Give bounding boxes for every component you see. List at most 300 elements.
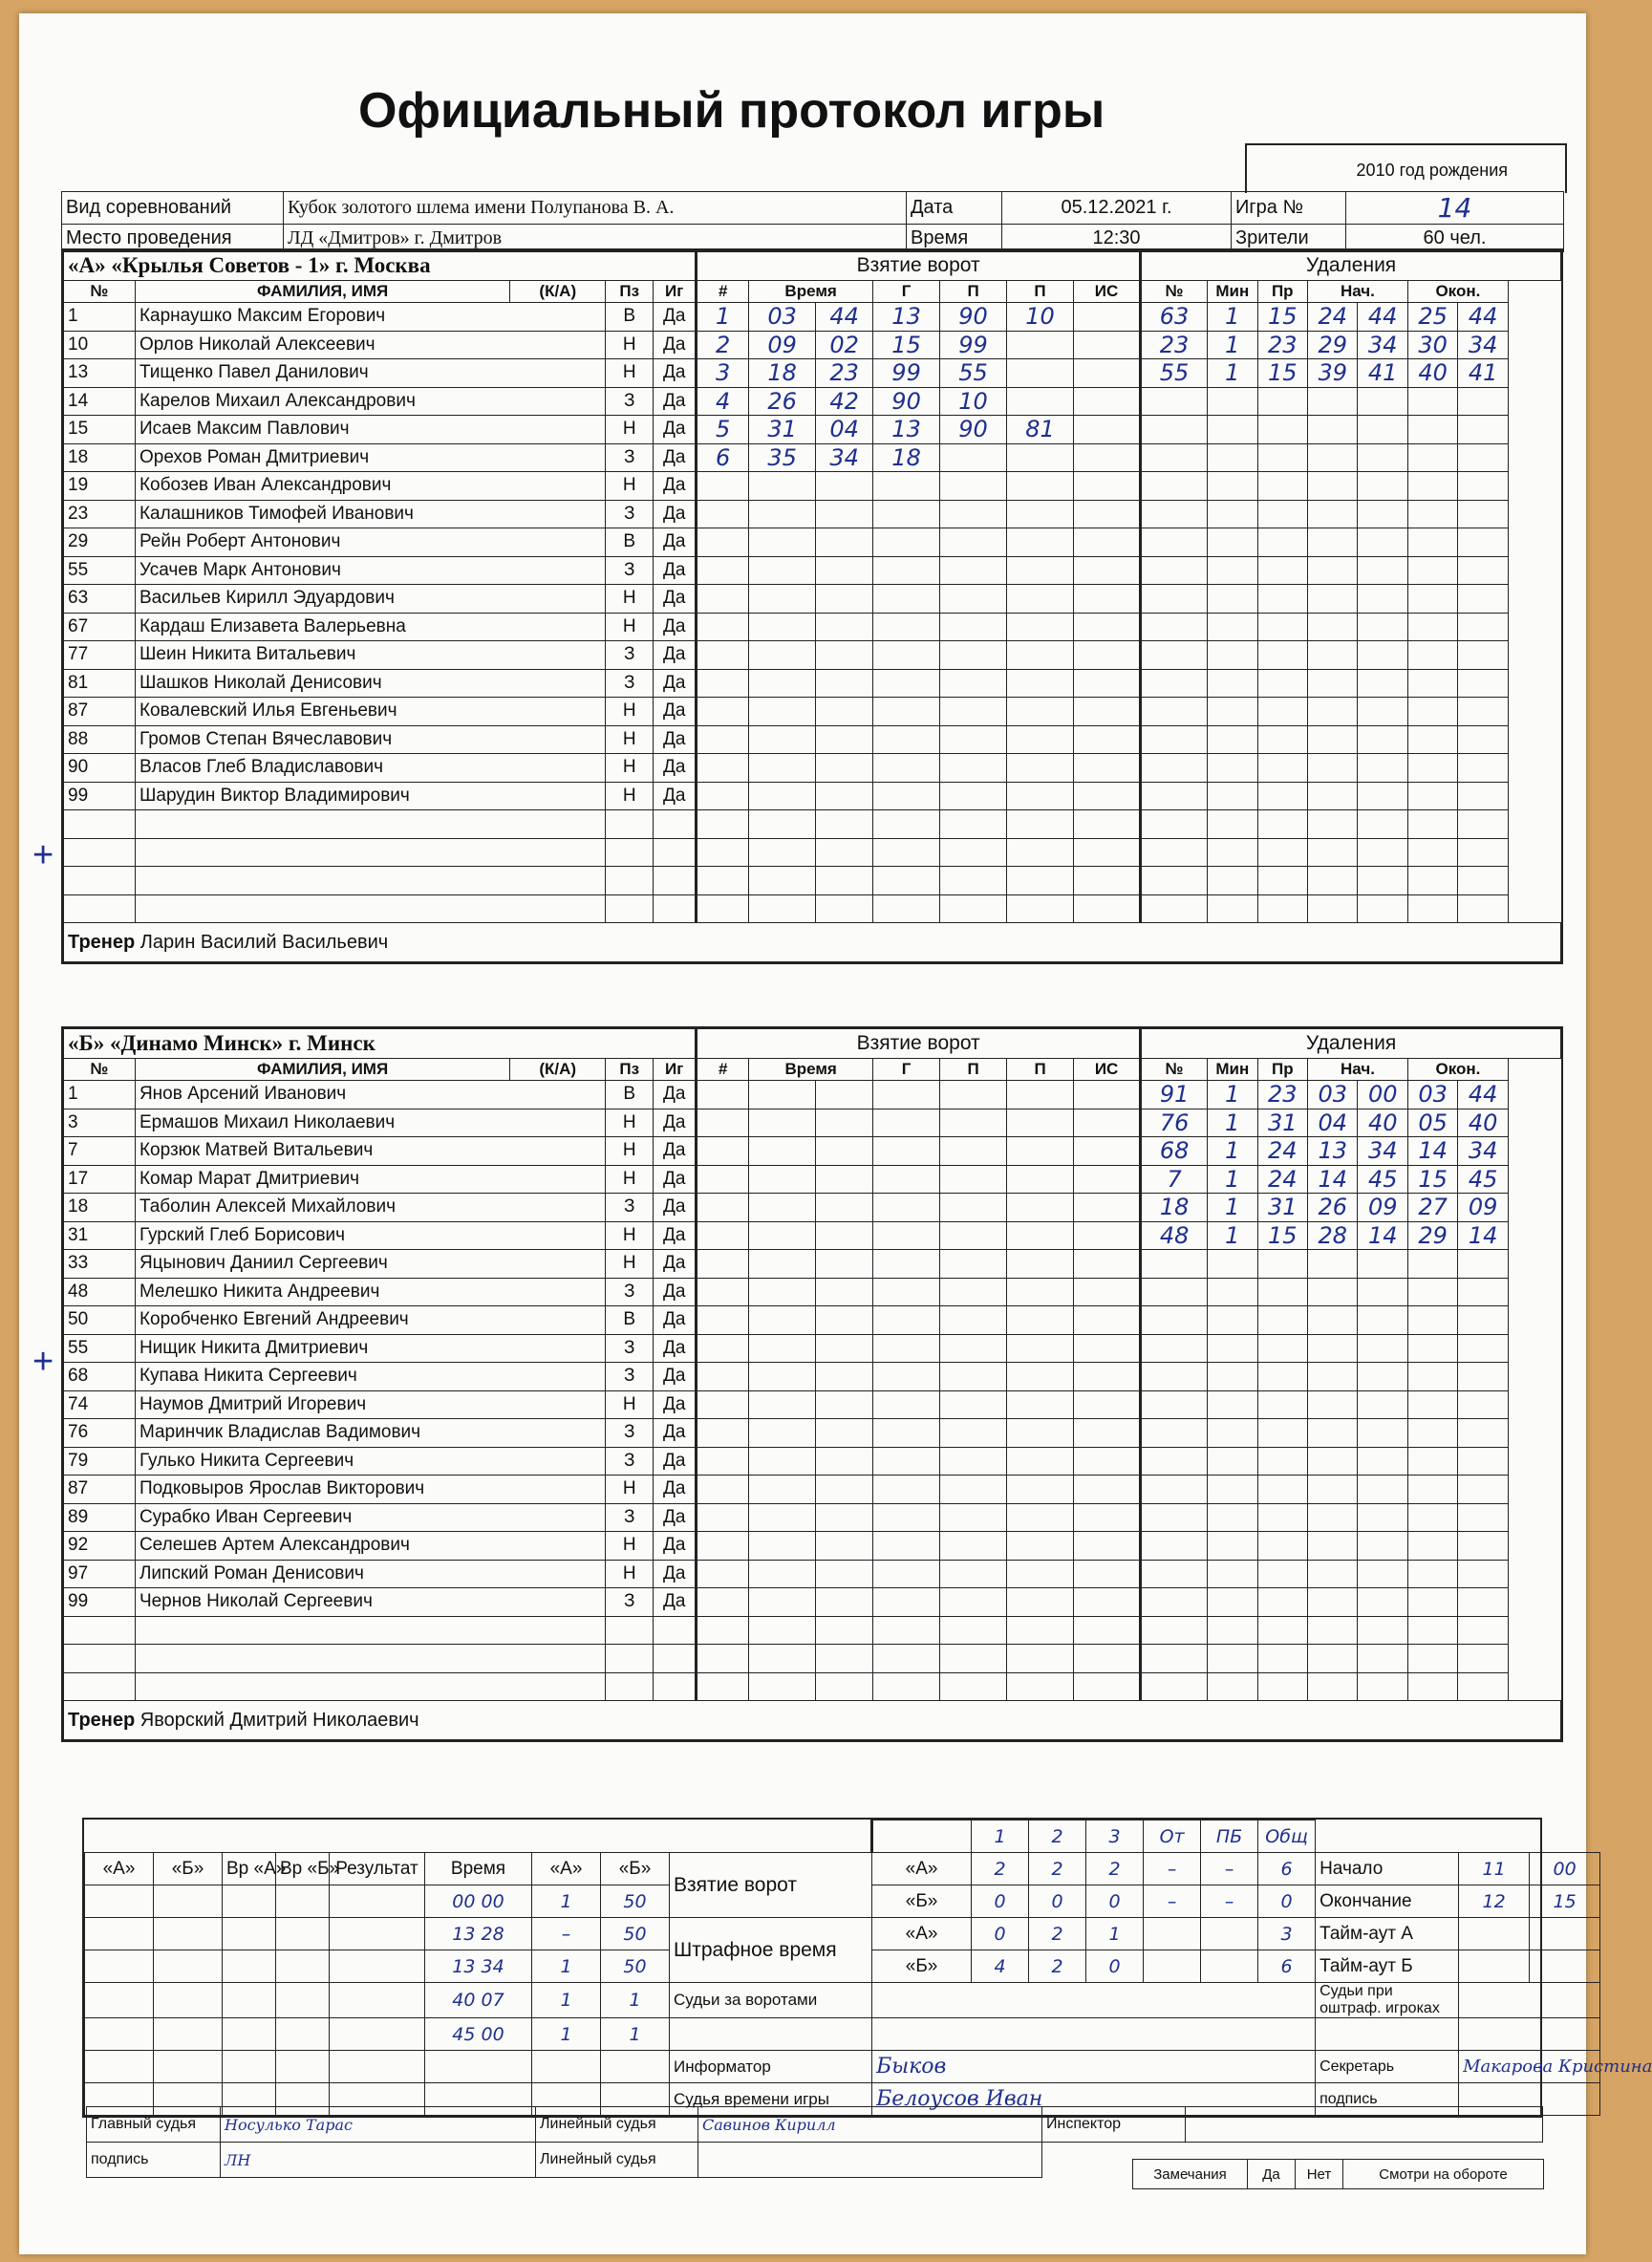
col-goal-number: # <box>697 1059 749 1081</box>
penalty-pr <box>1257 1306 1307 1335</box>
penalty-e1 <box>1407 1390 1457 1419</box>
penalty-s2 <box>1358 1363 1407 1391</box>
goal-p1 <box>940 556 1007 585</box>
remarks-label: Замечания <box>1133 2160 1248 2189</box>
summary-team: «А» <box>872 1853 972 1885</box>
goal-t2 <box>816 698 873 726</box>
summary-col-header: «Б» <box>154 1853 223 1885</box>
penalty-e1 <box>1407 1532 1457 1561</box>
penalty-e1 <box>1407 1672 1457 1701</box>
player-played <box>654 838 697 867</box>
player-played: Да <box>654 1221 697 1250</box>
goal-g <box>873 1334 940 1363</box>
goal-p2 <box>1007 754 1074 783</box>
goal-t1 <box>749 1250 816 1279</box>
goal-p1 <box>940 500 1007 528</box>
goal-situation <box>1074 1672 1141 1701</box>
player-played: Да <box>654 443 697 472</box>
player-number: 67 <box>64 613 136 641</box>
inspector-label: Инспектор <box>1042 2107 1186 2143</box>
player-name: Шеин Никита Витальевич <box>135 641 605 670</box>
table-row <box>64 669 1561 698</box>
goal-situation <box>1074 810 1141 839</box>
player-played: Да <box>654 1306 697 1335</box>
penalty-e1: 27 <box>1407 1194 1457 1222</box>
penalty-n <box>1141 556 1208 585</box>
player-name: Гурский Глеб Борисович <box>135 1221 605 1250</box>
penalty-n <box>1141 669 1208 698</box>
player-number: 29 <box>64 528 136 557</box>
goal-n <box>697 556 749 585</box>
goal-g <box>873 1194 940 1222</box>
player-name: Шашков Николай Денисович <box>135 669 605 698</box>
period-value: 6 <box>1258 1853 1316 1885</box>
goal-g: 90 <box>873 387 940 416</box>
penalty-s1 <box>1308 1390 1358 1419</box>
player-number: 87 <box>64 1476 136 1504</box>
col-goal-situation: ИС <box>1074 1059 1141 1081</box>
goal-g <box>873 894 940 923</box>
staff-label <box>670 2018 872 2051</box>
player-played <box>654 1672 697 1701</box>
penalty-s2: 45 <box>1358 1165 1407 1194</box>
player-position <box>606 867 654 895</box>
penalty-m <box>1208 1672 1257 1701</box>
team-b-table <box>63 1028 1561 1740</box>
timeout-a: 1 <box>532 2018 601 2051</box>
goal-p2 <box>1007 1194 1074 1222</box>
goal-p2 <box>1007 894 1074 923</box>
penalty-e2 <box>1458 725 1508 754</box>
penalty-m <box>1208 528 1257 557</box>
goal-t1 <box>749 1672 816 1701</box>
goal-situation <box>1074 669 1141 698</box>
player-position: Н <box>606 359 654 388</box>
referee-label: Главный судья <box>87 2107 221 2143</box>
penalty-e2 <box>1458 500 1508 528</box>
penalty-pr <box>1257 810 1307 839</box>
player-played: Да <box>654 1165 697 1194</box>
table-row <box>64 894 1561 923</box>
timeout-a: 1 <box>532 1885 601 1918</box>
penalty-n: 55 <box>1141 359 1208 388</box>
timeout-b: 50 <box>601 1885 670 1918</box>
table-row <box>64 613 1561 641</box>
player-name: Яцынович Даниил Сергеевич <box>135 1250 605 1279</box>
player-name: Селешев Артем Александрович <box>135 1532 605 1561</box>
time-minutes <box>1530 1950 1600 1983</box>
summary-cell <box>154 1918 223 1950</box>
goal-n <box>697 1278 749 1306</box>
player-name <box>135 867 605 895</box>
penalty-e2 <box>1458 1419 1508 1448</box>
goal-t2 <box>816 585 873 614</box>
goal-t2 <box>816 1081 873 1109</box>
table-row <box>64 1419 1561 1448</box>
time-hours <box>1459 1918 1530 1950</box>
goal-n <box>697 810 749 839</box>
player-position: Н <box>606 725 654 754</box>
goal-t1: 35 <box>749 443 816 472</box>
player-number: 23 <box>64 500 136 528</box>
goal-n <box>697 1334 749 1363</box>
penalty-e1 <box>1407 725 1457 754</box>
period-value: 2 <box>1029 1950 1086 1983</box>
penalty-s1 <box>1307 556 1357 585</box>
penalty-m <box>1208 894 1257 923</box>
penalty-e2 <box>1458 556 1508 585</box>
goal-n <box>697 500 749 528</box>
timeout-time: 13 34 <box>425 1950 532 1983</box>
table-row <box>64 1137 1561 1166</box>
penalty-m: 1 <box>1208 303 1257 332</box>
goal-n <box>697 698 749 726</box>
goal-situation <box>1074 1390 1141 1419</box>
period-value: 4 <box>972 1950 1029 1983</box>
penalty-e1 <box>1407 698 1457 726</box>
penalty-m <box>1208 1560 1257 1588</box>
goal-t2 <box>816 500 873 528</box>
player-name <box>135 1645 605 1673</box>
goal-n <box>697 1645 749 1673</box>
time-hours: 12 <box>1459 1885 1530 1918</box>
period-value: – <box>1201 1885 1258 1918</box>
player-position: З <box>606 641 654 670</box>
timeout-b: 1 <box>601 2018 670 2051</box>
player-played <box>654 867 697 895</box>
goal-p1 <box>940 1278 1007 1306</box>
period-value: 0 <box>1029 1885 1086 1918</box>
penalty-e1 <box>1407 443 1457 472</box>
penalty-s2 <box>1358 556 1407 585</box>
penalty-pr <box>1257 894 1307 923</box>
player-number <box>64 1645 136 1673</box>
goal-t2 <box>816 1306 873 1335</box>
inspector-value <box>1186 2107 1543 2143</box>
goal-p1 <box>940 669 1007 698</box>
goal-t1 <box>749 528 816 557</box>
goal-t2 <box>816 1476 873 1504</box>
penalty-n <box>1141 1560 1208 1588</box>
penalty-e1: 25 <box>1407 303 1457 332</box>
player-name: Таболин Алексей Михайлович <box>135 1194 605 1222</box>
player-played: Да <box>654 1390 697 1419</box>
penalty-s2 <box>1358 1390 1407 1419</box>
goal-g <box>873 1476 940 1504</box>
penalty-e2 <box>1458 416 1508 444</box>
competition-value: Кубок золотого шлема имени Полупанова В. А. <box>284 192 907 225</box>
goal-t2 <box>816 1447 873 1476</box>
goal-n <box>697 725 749 754</box>
summary-team: «Б» <box>872 1885 972 1918</box>
period-value: 6 <box>1258 1950 1316 1983</box>
period-value: 0 <box>1086 1950 1144 1983</box>
penalty-s1 <box>1308 1588 1358 1617</box>
player-position: Н <box>606 472 654 501</box>
player-number: 77 <box>64 641 136 670</box>
time-label: Тайм-аут Б <box>1316 1950 1459 1983</box>
goal-p2 <box>1007 698 1074 726</box>
player-played: Да <box>654 1278 697 1306</box>
penalty-m <box>1208 1645 1257 1673</box>
penalty-s2 <box>1358 810 1407 839</box>
summary-table <box>84 1820 1652 2116</box>
goal-n <box>697 585 749 614</box>
penalty-s1 <box>1308 1363 1358 1391</box>
player-played: Да <box>654 1194 697 1222</box>
player-number: 88 <box>64 725 136 754</box>
goal-p2 <box>1007 810 1074 839</box>
goal-t1 <box>749 669 816 698</box>
timeout-b: 50 <box>601 1918 670 1950</box>
penalty-s1: 13 <box>1308 1137 1358 1166</box>
goal-n <box>697 528 749 557</box>
goal-p1 <box>940 1672 1007 1701</box>
goal-p1 <box>940 1109 1007 1137</box>
player-name: Сурабко Иван Сергеевич <box>135 1503 605 1532</box>
goal-p1 <box>940 1081 1007 1109</box>
penalty-pr <box>1257 387 1307 416</box>
timeout-time <box>425 2051 532 2083</box>
goal-g <box>873 725 940 754</box>
player-number: 63 <box>64 585 136 614</box>
player-position: З <box>606 443 654 472</box>
competition-label: Вид соревнований <box>62 192 284 225</box>
penalty-n: 23 <box>1141 331 1208 359</box>
summary-cell <box>154 1885 223 1918</box>
penalty-s1 <box>1307 500 1357 528</box>
player-played: Да <box>654 1250 697 1279</box>
player-name: Рейн Роберт Антонович <box>135 528 605 557</box>
penalty-m <box>1208 556 1257 585</box>
goal-t2 <box>816 1390 873 1419</box>
goal-p1 <box>940 1250 1007 1279</box>
player-name: Власов Глеб Владиславович <box>135 754 605 783</box>
penalty-s1: 29 <box>1307 331 1357 359</box>
summary-col-header: Результат <box>330 1853 425 1885</box>
summary-blank <box>872 1820 972 1853</box>
goal-p1 <box>940 1503 1007 1532</box>
penalty-m <box>1208 1278 1257 1306</box>
goal-situation <box>1074 725 1141 754</box>
remarks-yes[interactable]: Да <box>1248 2160 1296 2189</box>
player-position: З <box>606 1447 654 1476</box>
penalty-m: 1 <box>1208 1165 1257 1194</box>
staff-value <box>872 2018 1316 2051</box>
col-penalty-end: Окон. <box>1407 281 1508 303</box>
table-row <box>64 1532 1561 1561</box>
col-assist-1: П <box>940 281 1007 303</box>
penalty-e1 <box>1407 387 1457 416</box>
player-played <box>654 1616 697 1645</box>
goal-t2 <box>816 556 873 585</box>
goal-p2 <box>1007 443 1074 472</box>
player-position <box>606 1672 654 1701</box>
player-position: Н <box>606 782 654 810</box>
goal-g <box>873 669 940 698</box>
summary-block <box>82 1818 1652 2118</box>
goal-p1 <box>940 1165 1007 1194</box>
penalty-pr <box>1257 698 1307 726</box>
penalty-s1 <box>1307 894 1357 923</box>
penalty-e2 <box>1458 754 1508 783</box>
period-value <box>1144 1918 1201 1950</box>
summary-cell <box>330 2018 425 2051</box>
player-name: Гулько Никита Сергеевич <box>135 1447 605 1476</box>
col-penalty-minutes: Мин <box>1208 1059 1257 1081</box>
goal-p1 <box>940 838 1007 867</box>
goal-t1 <box>749 1081 816 1109</box>
goal-g <box>873 613 940 641</box>
goal-t1: 09 <box>749 331 816 359</box>
summary-cell <box>85 1983 154 2018</box>
player-number: 1 <box>64 1081 136 1109</box>
player-number <box>64 810 136 839</box>
goal-situation <box>1074 556 1141 585</box>
penalty-pr <box>1257 1616 1307 1645</box>
player-position: Н <box>606 1165 654 1194</box>
player-number: 48 <box>64 1278 136 1306</box>
staff-label: Судьи за воротами <box>670 1983 872 2018</box>
goal-situation <box>1074 1306 1141 1335</box>
goal-g: 13 <box>873 416 940 444</box>
penalty-e1 <box>1407 754 1457 783</box>
goal-p1: 55 <box>940 359 1007 388</box>
goal-n <box>697 1588 749 1617</box>
player-name: Шарудин Виктор Владимирович <box>135 782 605 810</box>
goal-g <box>873 1645 940 1673</box>
col-penalty-start: Нач. <box>1308 1059 1408 1081</box>
penalty-e1 <box>1407 1476 1457 1504</box>
goal-situation <box>1074 387 1141 416</box>
player-position: Н <box>606 1532 654 1561</box>
goal-p2 <box>1007 1109 1074 1137</box>
goal-p2 <box>1007 331 1074 359</box>
goal-t1 <box>749 698 816 726</box>
period-value: 2 <box>1029 1853 1086 1885</box>
goal-t1 <box>749 641 816 670</box>
summary-cell <box>85 1950 154 1983</box>
period-header: ПБ <box>1201 1820 1258 1853</box>
referee-value: Носулько Тарас <box>221 2107 536 2143</box>
player-position: З <box>606 556 654 585</box>
goal-p2 <box>1007 1588 1074 1617</box>
goal-situation <box>1074 1560 1141 1588</box>
player-number: 99 <box>64 782 136 810</box>
player-name: Громов Степан Вячеславович <box>135 725 605 754</box>
player-name: Наумов Дмитрий Игоревич <box>135 1390 605 1419</box>
player-position: З <box>606 1194 654 1222</box>
goal-t1: 03 <box>749 303 816 332</box>
player-number: 79 <box>64 1447 136 1476</box>
player-number: 19 <box>64 472 136 501</box>
staff-label-2: Секретарь <box>1316 2051 1459 2083</box>
penalty-e2 <box>1458 1306 1508 1335</box>
penalty-s2 <box>1358 613 1407 641</box>
goal-p2 <box>1007 641 1074 670</box>
penalty-e1 <box>1407 1278 1457 1306</box>
table-row <box>64 1109 1561 1137</box>
goal-g <box>873 1250 940 1279</box>
penalty-s1 <box>1307 641 1357 670</box>
goal-n <box>697 1476 749 1504</box>
summary-col-header: «Б» <box>601 1853 670 1885</box>
penalty-s2 <box>1358 1616 1407 1645</box>
goal-n <box>697 894 749 923</box>
player-played: Да <box>654 500 697 528</box>
timeout-b: 50 <box>601 1950 670 1983</box>
date-value: 05.12.2021 г. <box>1002 192 1232 225</box>
player-played <box>654 894 697 923</box>
player-position: Н <box>606 1476 654 1504</box>
goal-n <box>697 1616 749 1645</box>
goal-situation <box>1074 1137 1141 1166</box>
player-number: 31 <box>64 1221 136 1250</box>
goal-situation <box>1074 1419 1141 1448</box>
player-played: Да <box>654 1109 697 1137</box>
goal-p1 <box>940 1476 1007 1504</box>
goal-g <box>873 754 940 783</box>
penalty-m <box>1208 585 1257 614</box>
time-label: Тайм-аут А <box>1316 1918 1459 1950</box>
goal-g <box>873 1137 940 1166</box>
goal-situation <box>1074 500 1141 528</box>
period-value <box>1201 1950 1258 1983</box>
goal-t1 <box>749 1194 816 1222</box>
period-value: 3 <box>1258 1918 1316 1950</box>
penalty-e2: 45 <box>1458 1165 1508 1194</box>
goal-t1 <box>749 472 816 501</box>
penalty-s1 <box>1308 1306 1358 1335</box>
penalty-m <box>1208 443 1257 472</box>
goal-t2 <box>816 782 873 810</box>
player-name: Васильев Кирилл Эдуардович <box>135 585 605 614</box>
penalty-s2: 34 <box>1358 331 1407 359</box>
penalty-e2 <box>1458 1503 1508 1532</box>
goal-n <box>697 1560 749 1588</box>
goal-situation <box>1074 416 1141 444</box>
goal-t1 <box>749 1221 816 1250</box>
goal-t2 <box>816 472 873 501</box>
goal-p2 <box>1007 669 1074 698</box>
goal-p2 <box>1007 1165 1074 1194</box>
penalty-m <box>1208 1390 1257 1419</box>
remarks-no[interactable]: Нет <box>1296 2160 1343 2189</box>
goal-p1: 90 <box>940 303 1007 332</box>
protocol-sheet <box>19 13 1652 2254</box>
penalty-n <box>1141 1306 1208 1335</box>
goal-p2 <box>1007 867 1074 895</box>
referee-signature: ЛН <box>221 2143 536 2178</box>
penalty-e1: 30 <box>1407 331 1457 359</box>
table-row <box>64 1194 1561 1222</box>
penalty-pr <box>1257 585 1307 614</box>
goal-t2 <box>816 1419 873 1448</box>
penalty-pr: 24 <box>1257 1165 1307 1194</box>
goal-situation <box>1074 1447 1141 1476</box>
goal-p1 <box>940 1334 1007 1363</box>
penalty-m <box>1208 613 1257 641</box>
player-number: 14 <box>64 387 136 416</box>
penalty-e2: 14 <box>1458 1221 1508 1250</box>
staff-value-2 <box>1459 1983 1600 2018</box>
penalty-pr <box>1257 500 1307 528</box>
goal-t2 <box>816 754 873 783</box>
penalty-e2 <box>1458 894 1508 923</box>
goal-p1 <box>940 782 1007 810</box>
player-played: Да <box>654 1503 697 1532</box>
goal-t1 <box>749 1165 816 1194</box>
